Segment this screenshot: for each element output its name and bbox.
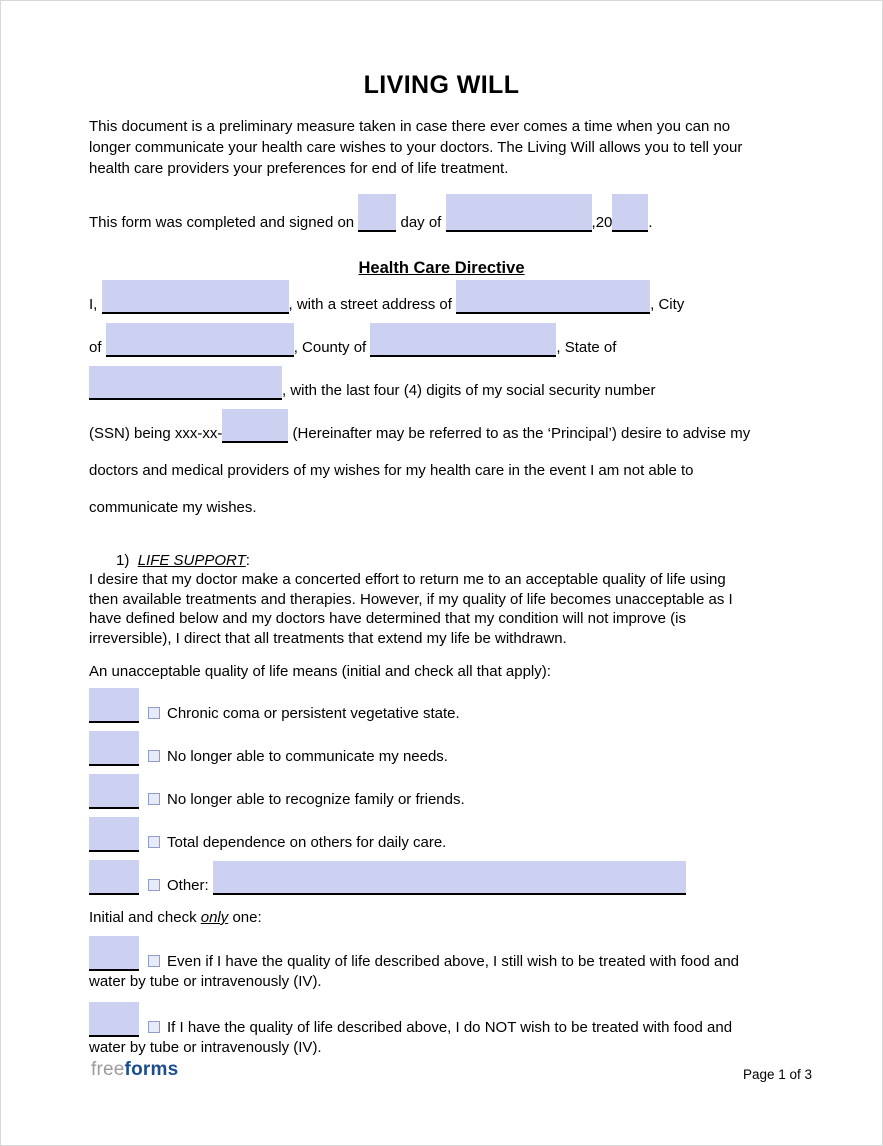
date-line-text: day of <box>400 214 442 231</box>
initials-field-recognize[interactable] <box>89 774 139 809</box>
directive-text: , State of <box>556 339 617 356</box>
initials-field-feeding-yes[interactable] <box>89 936 139 971</box>
life-support-paragraph <box>89 570 794 648</box>
checkbox-feeding-yes[interactable] <box>148 955 160 967</box>
street-address-field[interactable] <box>456 280 650 314</box>
checklist-row-coma <box>89 688 794 723</box>
exclusive-option-feeding-no <box>89 1002 794 1058</box>
county-field[interactable] <box>370 323 556 357</box>
life-support-title: LIFE SUPPORT <box>137 552 246 569</box>
directive-text: I, <box>89 296 98 313</box>
principal-name-field[interactable] <box>102 280 289 314</box>
option-line2 <box>89 971 794 992</box>
life-support-colon: : <box>245 552 250 569</box>
brand-logo-forms: forms <box>124 1059 179 1080</box>
brand-logo <box>91 1059 178 1081</box>
directive-text: , with a street address of <box>288 296 452 313</box>
year-field[interactable] <box>612 194 648 232</box>
day-field[interactable] <box>358 194 396 232</box>
intro-line: This document is a preliminary measure taken in case there ever comes a time when you can no <box>89 118 731 135</box>
document-content <box>1 1 882 1058</box>
intro-paragraph <box>89 116 794 179</box>
date-line-text: ,20 <box>591 214 613 231</box>
checklist-item-label: Chronic coma or persistent vegetative state. <box>167 705 460 722</box>
directive-text: , with the last four (4) digits of my social security number <box>282 382 656 399</box>
option-label: Even if I have the quality of life described above, I still wish to be treated with food and <box>167 953 739 970</box>
directive-text: (SSN) being xxx-xx- <box>89 425 223 442</box>
state-field[interactable] <box>89 366 282 400</box>
brand-logo-free: free <box>91 1059 125 1080</box>
signing-date-line <box>89 194 794 243</box>
initials-field-coma[interactable] <box>89 688 139 723</box>
date-line-text: . <box>648 214 653 231</box>
exclusive-heading <box>89 909 794 926</box>
option-line2 <box>89 1037 794 1058</box>
exclusive-heading-text: one: <box>232 909 262 926</box>
checkbox-recognize[interactable] <box>148 793 160 805</box>
initials-field-other[interactable] <box>89 860 139 895</box>
checklist-item-label: Other: <box>167 877 209 894</box>
option-line1 <box>89 1002 794 1037</box>
initials-field-communicate[interactable] <box>89 731 139 766</box>
life-support-line: irreversible), I direct that all treatments that extend my life be withdrawn. <box>89 629 567 647</box>
exclusive-heading-emphasis: only <box>200 909 229 926</box>
intro-line: longer communicate your health care wishes to your doctors. The Living Will allows you to tell your <box>89 139 743 156</box>
other-text-field[interactable] <box>213 861 686 895</box>
directive-text: communicate my wishes. <box>89 499 257 516</box>
checkbox-feeding-no[interactable] <box>148 1021 160 1033</box>
exclusive-heading-text: Initial and check <box>89 909 197 926</box>
month-field[interactable] <box>446 194 592 232</box>
document-title: LIVING WILL <box>363 71 520 99</box>
directive-text: , City <box>650 296 685 313</box>
city-field[interactable] <box>106 323 294 357</box>
checkbox-other[interactable] <box>148 879 160 891</box>
checkbox-dependence[interactable] <box>148 836 160 848</box>
checklist-item-label: No longer able to communicate my needs. <box>167 748 448 765</box>
option-label: If I have the quality of life described above, I do NOT wish to be treated with food and <box>167 1019 733 1036</box>
checkbox-communicate[interactable] <box>148 750 160 762</box>
option-line1 <box>89 936 794 971</box>
option-label: water by tube or intravenously (IV). <box>89 973 322 990</box>
directive-text: doctors and medical providers of my wishes for my health care in the event I am not able to <box>89 462 694 479</box>
section-heading-health-care-directive: Health Care Directive <box>358 259 525 277</box>
checklist-item-label: No longer able to recognize family or friends. <box>167 791 465 808</box>
life-support-line: I desire that my doctor make a concerted effort to return me to an acceptable quality of life using <box>89 571 726 588</box>
option-label: water by tube or intravenously (IV). <box>89 1039 322 1056</box>
checklist-row-recognize <box>89 774 794 809</box>
life-support-line: then available treatments and therapies. However, if my quality of life becomes unacceptable as I <box>89 590 733 608</box>
ssn-last-four-field[interactable] <box>222 409 288 443</box>
directive-paragraph <box>89 280 794 526</box>
exclusive-option-feeding-yes <box>89 936 794 992</box>
life-support-number: 1) <box>116 552 130 569</box>
initials-field-feeding-no[interactable] <box>89 1002 139 1037</box>
checklist-row-other <box>89 860 794 895</box>
checklist-row-dependence <box>89 817 794 852</box>
date-line-text: This form was completed and signed on <box>89 214 355 231</box>
initials-field-dependence[interactable] <box>89 817 139 852</box>
directive-text: , County of <box>293 339 367 356</box>
checklist-row-communicate <box>89 731 794 766</box>
directive-text: (Hereinafter may be referred to as the ‘Principal’) desire to advise my <box>292 425 751 442</box>
checklist-item-label: Total dependence on others for daily care. <box>167 834 447 851</box>
life-support-heading <box>89 552 794 569</box>
page-number: Page 1 of 3 <box>742 1067 812 1082</box>
checklist-heading: An unacceptable quality of life means (initial and check all that apply): <box>89 663 551 680</box>
checkbox-coma[interactable] <box>148 707 160 719</box>
directive-text: of <box>89 339 102 356</box>
life-support-line: have defined below and my doctors have determined that my condition will not improve (is <box>89 610 686 627</box>
intro-line: health care providers your preferences for end of life treatment. <box>89 160 509 177</box>
